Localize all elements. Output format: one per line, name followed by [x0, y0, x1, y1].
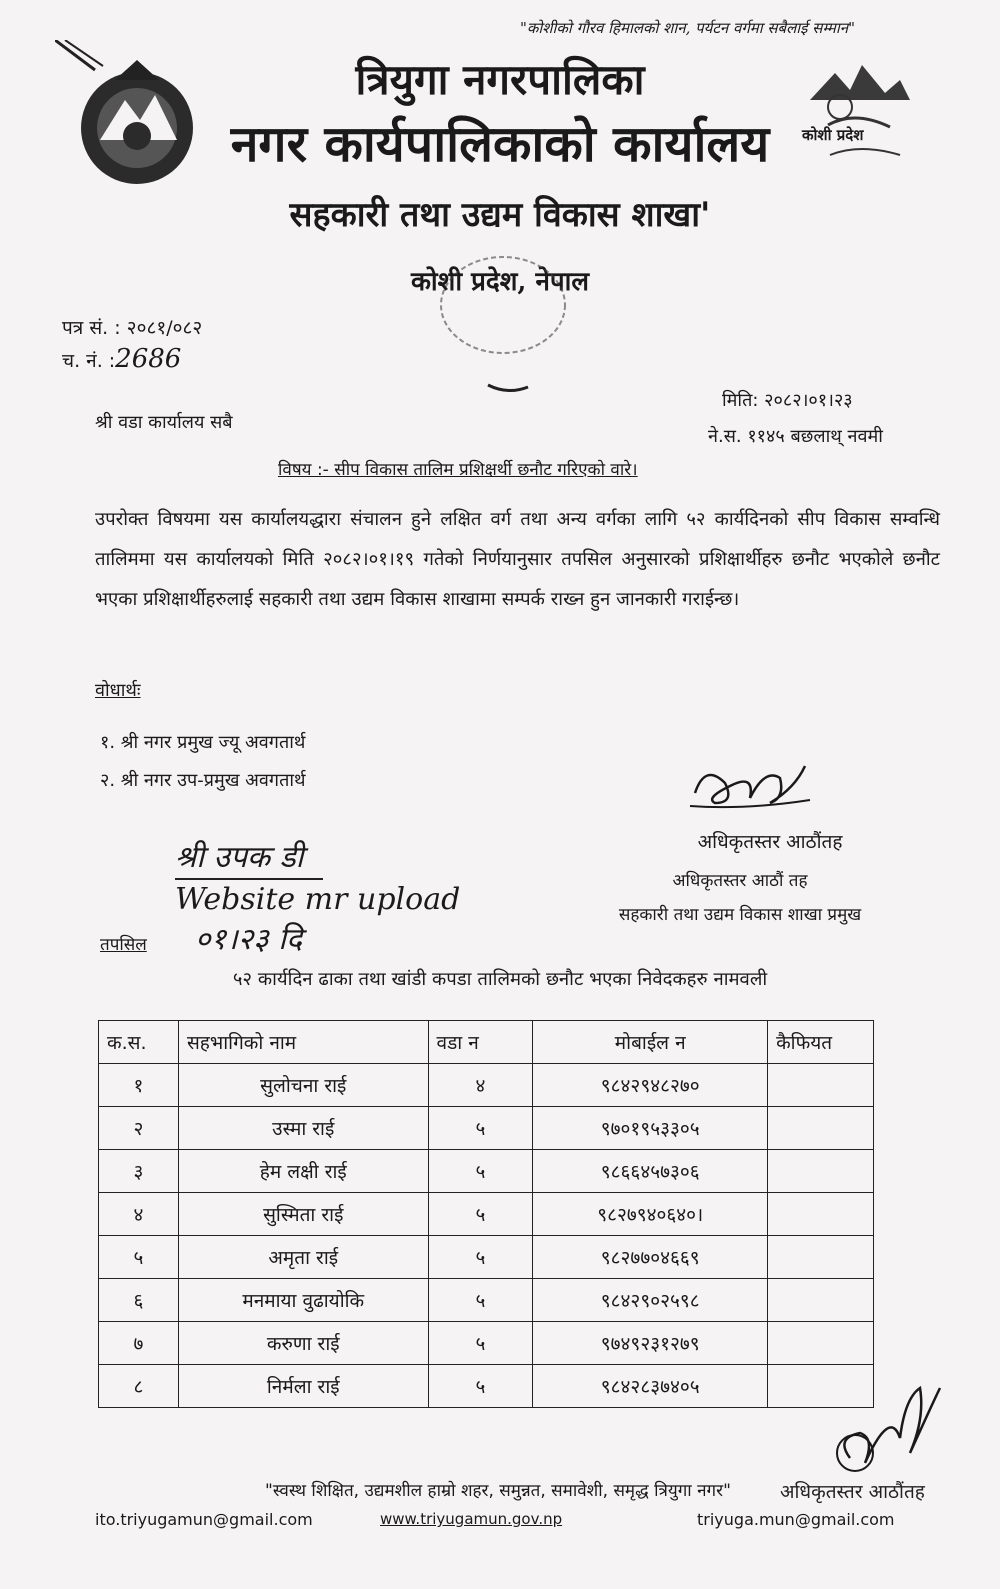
- mobile-cell: ९८६६४५७३०६: [533, 1150, 768, 1193]
- table-row: [99, 1236, 874, 1279]
- mobile-cell: ९८४२९०२५९८: [533, 1279, 768, 1322]
- remarks-cell: [768, 1322, 874, 1365]
- ward-cell: ५: [428, 1365, 533, 1408]
- table-row: [99, 1064, 874, 1107]
- municipality-name: त्रियुगा नगरपालिका: [355, 55, 645, 104]
- handwritten-line: Website mr upload: [175, 882, 461, 917]
- name-cell: हेम लक्षी राई: [178, 1150, 428, 1193]
- column-header: कैफियत: [768, 1021, 874, 1064]
- serial-cell: ६: [99, 1279, 179, 1322]
- branch-name: सहकारी तथा उद्यम विकास शाखा': [289, 195, 711, 235]
- footer-stamp-text: अधिकृतस्तर आठौंतह: [780, 1481, 925, 1503]
- addressee: श्री वडा कार्यालय सबै: [95, 412, 233, 433]
- subject-line: विषय :- सीप विकास तालिम प्रशिक्षर्थी छनौट गरिएको वारे।: [278, 460, 638, 480]
- office-name: नगर कार्यपालिकाको कार्यालय: [230, 114, 770, 173]
- ward-cell: ५: [428, 1193, 533, 1236]
- chalani-number: 2686: [115, 344, 182, 374]
- top-tagline: "कोशीको गौरव हिमालको शान, पर्यटन वर्गमा सबैलाई सम्मान": [520, 19, 856, 37]
- column-header: सहभागिको नाम: [178, 1021, 428, 1064]
- ward-cell: ५: [428, 1279, 533, 1322]
- name-cell: सुलोचना राई: [178, 1064, 428, 1107]
- ward-cell: ५: [428, 1150, 533, 1193]
- ward-cell: ५: [428, 1107, 533, 1150]
- footer-motto: "स्वस्थ शिक्षित, उद्यमशील हाम्रो शहर, समुन्नत, समावेशी, समृद्ध त्रियुगा नगर": [265, 1481, 731, 1501]
- column-header: मोबाईल न: [533, 1021, 768, 1064]
- letter-date: मिति: २०८२।०१।२३: [722, 390, 853, 411]
- mobile-cell: ९७०१९५३३०५: [533, 1107, 768, 1150]
- table-row: [99, 1279, 874, 1322]
- office-stamp: [428, 255, 588, 399]
- tapasil-label: तपसिल: [100, 935, 147, 955]
- mobile-cell: ९८४२८३७४०५: [533, 1365, 768, 1408]
- table-row: [99, 1365, 874, 1408]
- bottom-signature: [830, 1378, 950, 1492]
- footer-website-link[interactable]: www.triyugamun.gov.np: [380, 1510, 563, 1528]
- mobile-cell: ९७४९२३१२७९: [533, 1322, 768, 1365]
- column-header: वडा न: [428, 1021, 533, 1064]
- serial-cell: ७: [99, 1322, 179, 1365]
- serial-cell: १: [99, 1064, 179, 1107]
- serial-cell: ३: [99, 1150, 179, 1193]
- name-cell: सुस्मिता राई: [178, 1193, 428, 1236]
- remarks-cell: [768, 1107, 874, 1150]
- ward-cell: ४: [428, 1064, 533, 1107]
- mobile-cell: ९८२७७०४६६९: [533, 1236, 768, 1279]
- name-cell: निर्मला राई: [178, 1365, 428, 1408]
- nepal-sambat-date: ने.स. ११४५ बछलाथ् नवमी: [708, 426, 883, 447]
- table-row: [99, 1322, 874, 1365]
- signature-designation: सहकारी तथा उद्यम विकास शाखा प्रमुख: [618, 905, 862, 925]
- handwritten-note: [175, 838, 460, 960]
- table-title: ५२ कार्यदिन ढाका तथा खांडी कपडा तालिमको छनौट भएका निवेदकहरु नामवली: [232, 969, 768, 990]
- footer-email-link[interactable]: ito.triyugamun@gmail.com: [95, 1510, 313, 1529]
- serial-cell: २: [99, 1107, 179, 1150]
- name-cell: अमृता राई: [178, 1236, 428, 1279]
- serial-cell: ५: [99, 1236, 179, 1279]
- table-row: [99, 1107, 874, 1150]
- remarks-cell: [768, 1150, 874, 1193]
- handwritten-line: श्री उपक डी: [175, 838, 323, 880]
- signature-title: अधिकृतस्तर आठौं तह: [672, 871, 808, 891]
- bodhartha-item: २. श्री नगर उप-प्रमुख अवगतार्थ: [100, 770, 306, 791]
- name-cell: मनमाया वुढायोकि: [178, 1279, 428, 1322]
- remarks-cell: [768, 1279, 874, 1322]
- participants-table: [98, 1020, 874, 1408]
- bodhartha-label: वोधार्थः: [95, 680, 141, 701]
- mobile-cell: ९८४२९४८२७०: [533, 1064, 768, 1107]
- ward-cell: ५: [428, 1322, 533, 1365]
- footer-email-link[interactable]: triyuga.mun@gmail.com: [697, 1510, 895, 1529]
- mobile-cell: ९८२७९४०६४०।: [533, 1193, 768, 1236]
- koshi-logo-text: कोशी प्रदेश: [802, 126, 864, 144]
- officer-signature: [685, 758, 815, 822]
- table-header-row: [99, 1021, 874, 1064]
- remarks-cell: [768, 1193, 874, 1236]
- handwritten-line: ०१।२३ दि: [195, 922, 303, 957]
- remarks-cell: [768, 1064, 874, 1107]
- name-cell: करुणा राई: [178, 1322, 428, 1365]
- province-name: कोशी प्रदेश, नेपाल: [410, 267, 590, 297]
- patra-number: पत्र सं. : २०८१/०८२: [62, 317, 203, 339]
- table-row: [99, 1150, 874, 1193]
- chalani-label: च. नं. :: [62, 350, 116, 372]
- column-header: क.स.: [99, 1021, 179, 1064]
- serial-cell: ८: [99, 1365, 179, 1408]
- signature-stamp-line: अधिकृतस्तर आठौंतह: [697, 831, 843, 853]
- name-cell: उस्मा राई: [178, 1107, 428, 1150]
- bodhartha-item: १. श्री नगर प्रमुख ज्यू अवगतार्थ: [100, 732, 306, 753]
- remarks-cell: [768, 1236, 874, 1279]
- chalani-row: [62, 344, 181, 374]
- ward-cell: ५: [428, 1236, 533, 1279]
- letter-body: उपरोक्त विषयमा यस कार्यालयद्धारा संचालन हुने लक्षित वर्ग तथा अन्य वर्गका लागि ५२ कार्यदिनको सीप विकास सम्वन्धि तालिममा यस कार्यालयको मिति २०८२।०१।१९ गतेको निर्णयानुसार तपसिल अनुसारको प्रशिक्षार्थीहरु छनौट भएकोले छनौट भएका प्रशिक्षार्थीहरुलाई सहकारी तथा उद्यम विकास शाखामा सम्पर्क राख्न हुन जानकारी गराईन्छ।: [95, 509, 940, 610]
- table-row: [99, 1193, 874, 1236]
- serial-cell: ४: [99, 1193, 179, 1236]
